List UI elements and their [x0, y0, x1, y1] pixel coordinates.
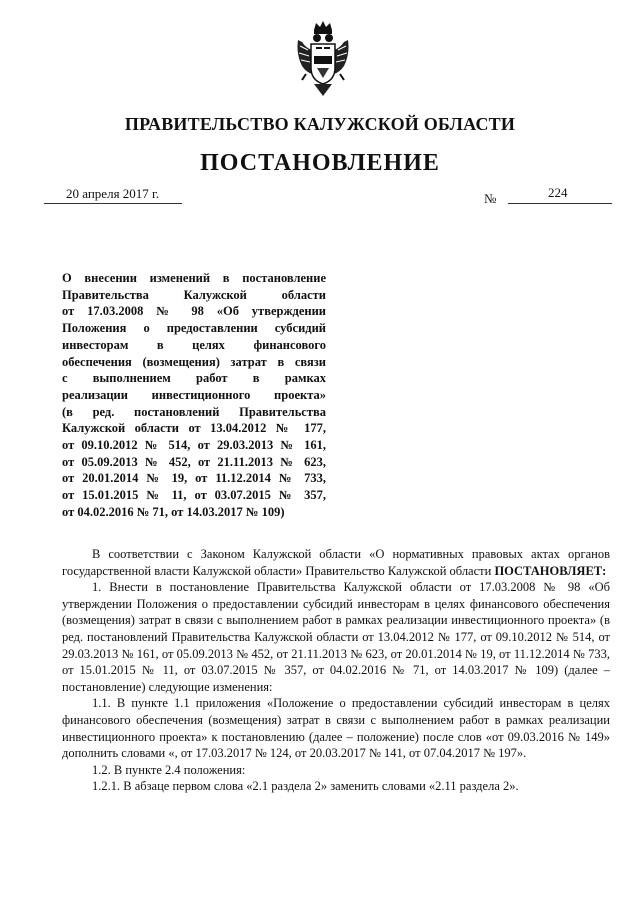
subject-line: инвесторам в целях финансового [62, 337, 326, 352]
subject-line: от 17.03.2008 № 98 «Об утверждении [62, 304, 326, 319]
intro-text: В соответствии с Законом Калужской области «О нормативных правовых актах органов государственной власти Калужской области» Правительство Калужской области [62, 547, 610, 578]
document-type: ПОСТАНОВЛЕНИЕ [200, 150, 440, 176]
subject-line: от 05.09.2013 № 452, от 21.11.2013 № 623, [62, 454, 326, 469]
subject-line: (в ред. постановлений Правительства [62, 404, 326, 419]
resolves-keyword: ПОСТАНОВЛЯЕТ: [494, 563, 607, 578]
coat-of-arms-icon [292, 20, 354, 100]
paragraph-1-2: 1.2. В пункте 2.4 положения: [92, 762, 246, 777]
paragraph-1: 1. Внести в постановление Правительства Калужской области от 17.03.2008 № 98 «Об утверждении Положения о предоставлении субсидий инвесторам в целях финансового обеспечения (возмещения) затрат в связи с выполнением работ в рамках реализации инвестиционного проекта» (в ред. постановлений Правительства Калужской области от 13.04.2012 № 177, от 09.10.2012 № 514, от 29.03.2013 № 161, от 05.09.2013 № 452, от 21.11.2013 № 623, от 20.01.2014 № 19, от 11.12.2014 № 733, от 15.01.2015 № 11, от 03.07.2015 № 357, от 04.02.2016 № 71, от 14.03.2017 № 109) (далее – постановление) следующие изменения: [62, 580, 610, 694]
subject-line: Положения о предоставлении субсидий [62, 321, 326, 336]
intro-paragraph [62, 546, 610, 579]
paragraph-1-2-1: 1.2.1. В абзаце первом слова «2.1 раздела 2» заменить словами «2.11 раздела 2». [92, 779, 519, 794]
number-sign: № [484, 191, 497, 206]
subject-line: от 15.01.2015 № 11, от 03.07.2015 № 357, [62, 488, 326, 503]
subject-line: от 04.02.2016 № 71, от 14.03.2017 № 109) [62, 504, 285, 519]
document-body [62, 546, 610, 795]
subject-line: Правительства Калужской области [62, 287, 326, 302]
subject-line: Калужской области от 13.04.2012 № 177, [62, 421, 326, 436]
subject-line: О внесении изменений в постановление [62, 271, 326, 285]
number-underline [508, 203, 612, 204]
subject-line: обеспечения (возмещения) затрат в связи [62, 354, 326, 369]
subject-line: от 09.10.2012 № 514, от 29.03.2013 № 161, [62, 438, 326, 453]
date-underline [44, 203, 182, 204]
document-number: 224 [548, 185, 568, 200]
subject-line: с выполнением работ в рамках [62, 371, 326, 386]
subject-line: реализации инвестиционного проекта» [62, 387, 326, 402]
document-date: 20 апреля 2017 г. [66, 186, 160, 201]
government-title: ПРАВИТЕЛЬСТВО КАЛУЖСКОЙ ОБЛАСТИ [124, 114, 516, 134]
document-subject [62, 270, 326, 521]
paragraph-1-1: 1.1. В пункте 1.1 приложения «Положение о предоставлении субсидий инвесторам в целях финансового обеспечения (возмещения) затрат в связи с выполнением работ в рамках реализации инвестиционного проекта» к постановлению (далее – положение) после слов «от 09.03.2016 № 149» дополнить словами «, от 17.03.2017 № 124, от 20.03.2017 № 141, от 07.04.2017 № 197». [62, 696, 610, 761]
subject-line: от 20.01.2014 № 19, от 11.12.2014 № 733, [62, 471, 326, 486]
